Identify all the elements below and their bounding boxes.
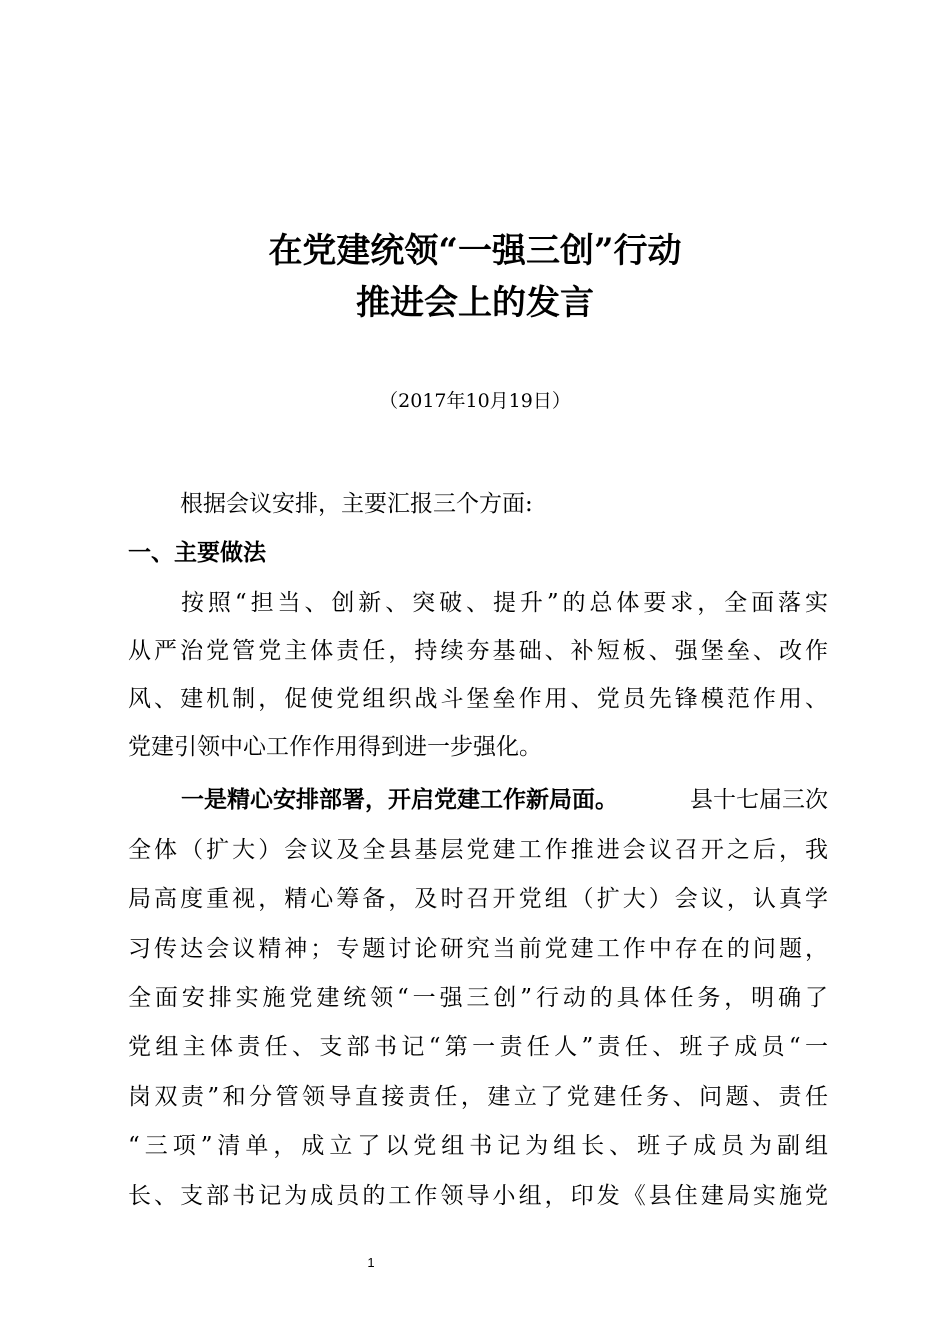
paragraph-2-line: 党组主体责任、支部书记“第一责任人”责任、班子成员“一: [128, 1034, 828, 1060]
paragraph-1-line: 按照“担当、创新、突破、提升”的总体要求，全面落实: [181, 590, 828, 616]
paragraph-2-line: 长、支部书记为成员的工作领导小组，印发《县住建局实施党: [128, 1183, 828, 1209]
paragraph-2-line: “三项”清单，成立了以党组书记为组长、班子成员为副组: [128, 1133, 828, 1159]
document-date: （2017年10月19日）: [379, 390, 571, 412]
paragraph-2-line: 习传达会议精神；专题讨论研究当前党建工作中存在的问题，: [128, 936, 828, 962]
paragraph-2-first-line: [181, 780, 828, 820]
page-number: 1: [367, 1255, 375, 1270]
paragraph-2-lead-rest: 县十七届三次: [690, 787, 828, 813]
paragraph-2-line: 岗双责”和分管领导直接责任，建立了党建任务、问题、责任: [128, 1084, 828, 1110]
intro-text: 根据会议安排，主要汇报三个方面:: [180, 491, 533, 517]
document-title-line-2: 推进会上的发言: [356, 283, 594, 323]
paragraph-2-line: 局高度重视，精心筹备，及时召开党组（扩大）会议，认真学: [128, 886, 828, 912]
paragraph-1-line: 从严治党管党主体责任，持续夯基础、补短板、强堡垒、改作: [128, 638, 828, 664]
paragraph-2-line: 全体（扩大）会议及全县基层党建工作推进会议召开之后，我: [128, 837, 828, 863]
document-title-line-1: 在党建统领“一强三创”行动: [268, 231, 682, 271]
paragraph-2-lead: 一是精心安排部署，开启党建工作新局面。: [181, 786, 618, 813]
paragraph-1-line: 党建引领中心工作作用得到进一步强化。: [128, 734, 542, 760]
section-heading: 一、主要做法: [128, 539, 266, 566]
paragraph-2-line: 全面安排实施党建统领“一强三创”行动的具体任务，明确了: [128, 985, 828, 1011]
paragraph-1-line: 风、建机制，促使党组织战斗堡垒作用、党员先锋模范作用、: [128, 686, 828, 712]
